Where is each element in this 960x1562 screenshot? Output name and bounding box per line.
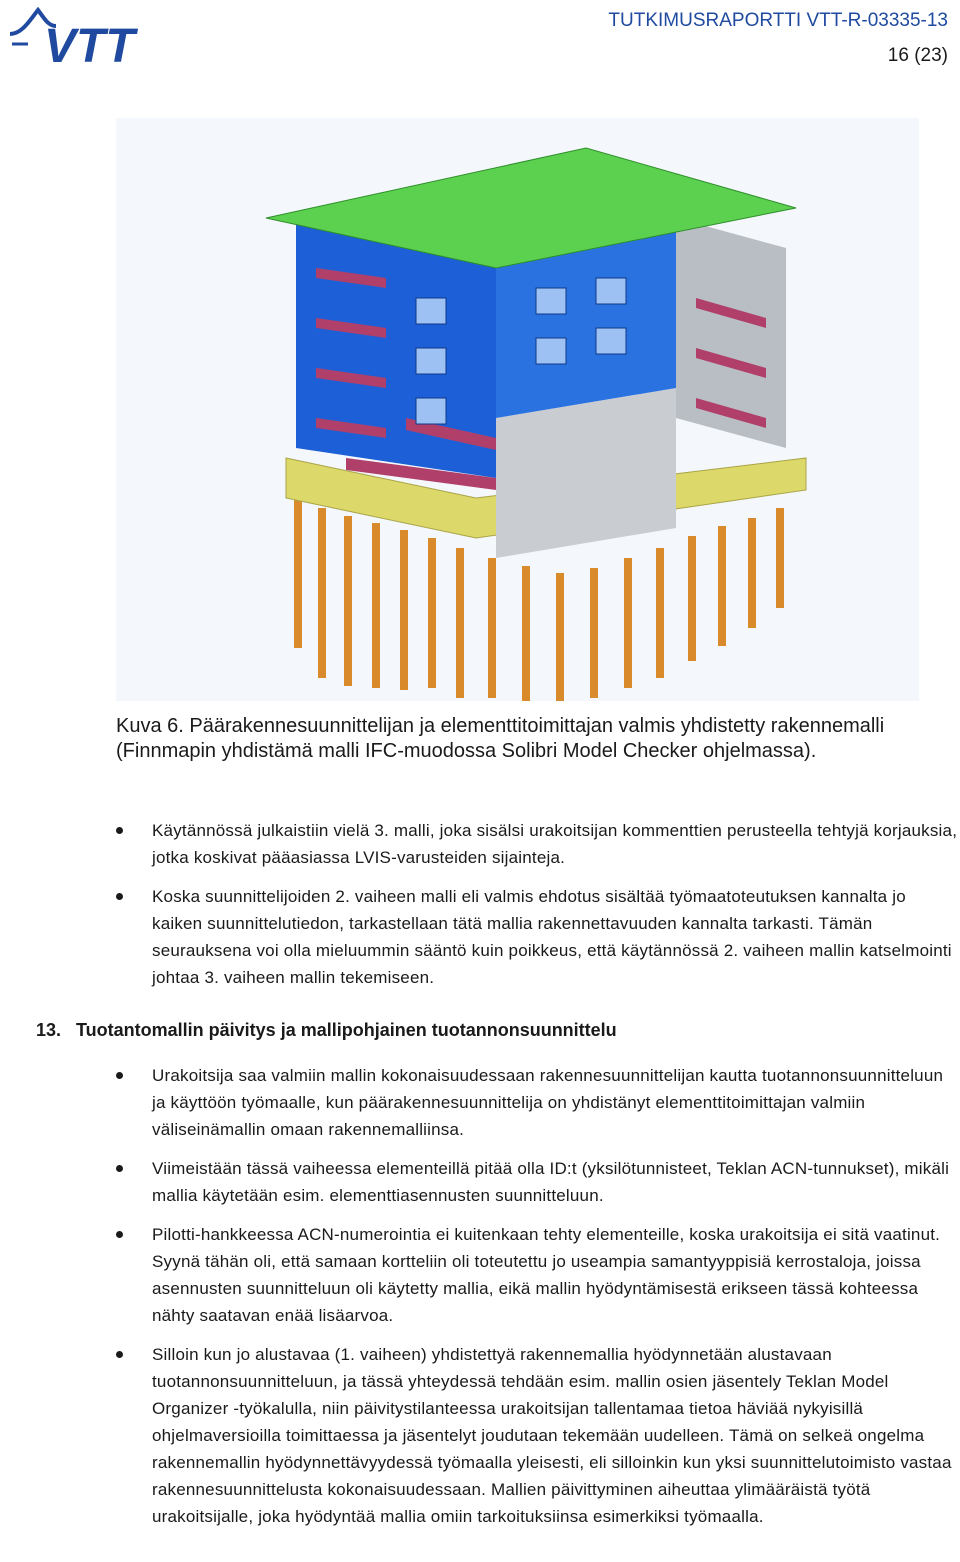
bullet-icon (116, 827, 123, 834)
bullet-list-top (116, 817, 960, 991)
bullet-icon (116, 1165, 123, 1172)
list-item: Pilotti-hankkeessa ACN-numerointia ei kuitenkaan tehty elementeille, koska urakoitsija ei sitä vaatinut. Syynä tähän oli, että samaan kortteliin oli toteutettu jo useampia samantyyppisiä kerrostaloja, joissa asennusten suunnitteluun oli käytetty mallia, eikä mallin hyödyntämisestä erikseen tässä kohteessa nähty saatavan enää lisäarvoa. (116, 1221, 960, 1329)
list-item: Koska suunnittelijoiden 2. vaiheen malli eli valmis ehdotus sisältää työmaatoteutuksen kannalta jo kaiken suunnittelutiedon, tarkastellaan tätä mallia rakennettavuuden kannalta tarkasti. Tämän seurauksena voi olla mieluummin sääntö kuin poikkeus, että käytännössä 2. vaiheen mallin katselmointi johtaa 3. vaiheen mallin tekemiseen. (116, 883, 960, 991)
logo-text: VTT (44, 20, 135, 68)
page-number: 16 (23) (887, 45, 948, 66)
figure-caption: Kuva 6. Päärakennesuunnittelijan ja elementtitoimittajan valmis yhdistetty rakennemalli (Finnmapin yhdistämä malli IFC-muodossa Solibri Model Checker ohjelmassa). (116, 715, 885, 762)
list-item: Viimeistään tässä vaiheessa elementeillä pitää olla ID:t (yksilötunnisteet, Teklan ACN-tunnukset), mikäli mallia käytetään esim. elementtiasennusten suunnitteluun. (116, 1155, 960, 1209)
bullet-icon (116, 1231, 123, 1238)
section-title: Tuotantomallin päivitys ja mallipohjainen tuotannonsuunnittelu (76, 1020, 617, 1040)
bullet-icon (116, 893, 123, 900)
list-item: Urakoitsija saa valmiin mallin kokonaisuudessaan rakennesuunnittelijan kautta tuotannonsuunnitteluun ja käyttöön työmaalle, kun päärakennesuunnittelija on yhdistänyt elementtitoimittajan valmiin väliseinämallin omaan rakennemalliinsa. (116, 1062, 960, 1143)
bullet-icon (116, 1351, 123, 1358)
bullet-icon (116, 1072, 123, 1079)
vtt-logo (8, 4, 190, 68)
building-model-image (116, 118, 919, 701)
section-number: 13. (36, 1020, 62, 1040)
bullet-list-bottom (116, 1062, 960, 1530)
list-item: Käytännössä julkaistiin vielä 3. malli, joka sisälsi urakoitsijan kommenttien perusteella tehtyjä korjauksia, jotka koskivat pääasiassa LVIS-varusteiden sijainteja. (116, 817, 960, 871)
report-id: TUTKIMUSRAPORTTI VTT-R-03335-13 (608, 10, 948, 31)
section-heading (36, 1020, 617, 1041)
list-item: Silloin kun jo alustavaa (1. vaiheen) yhdistettyä rakennemallia hyödynnetään alustavaan tuotannonsuunnitteluun, ja tässä yhteydessä tehdään esim. mallin osien jäsentely Teklan Model Organizer -työkalulla, niin päivitystilanteessa urakoitsijan tallentamaa tietoa häviää nykyisillä ohjelmaversioilla toimittaessa ja jäsentelyt joudutaan tekemään uudelleen. Tämä on selkeä ongelma rakennemallin hyödynnettävyydessä työmaalla yleisesti, eli silloinkin kun yksi suunnittelutoimisto vastaa rakennesuunnittelusta kokonaisuudessaan. Mallien päivittyminen aiheuttaa ylimääräistä työtä urakoitsijalle, joka hyödyntää mallia omiin tarkoituksiinsa esimerkiksi työmaalla. (116, 1341, 960, 1530)
